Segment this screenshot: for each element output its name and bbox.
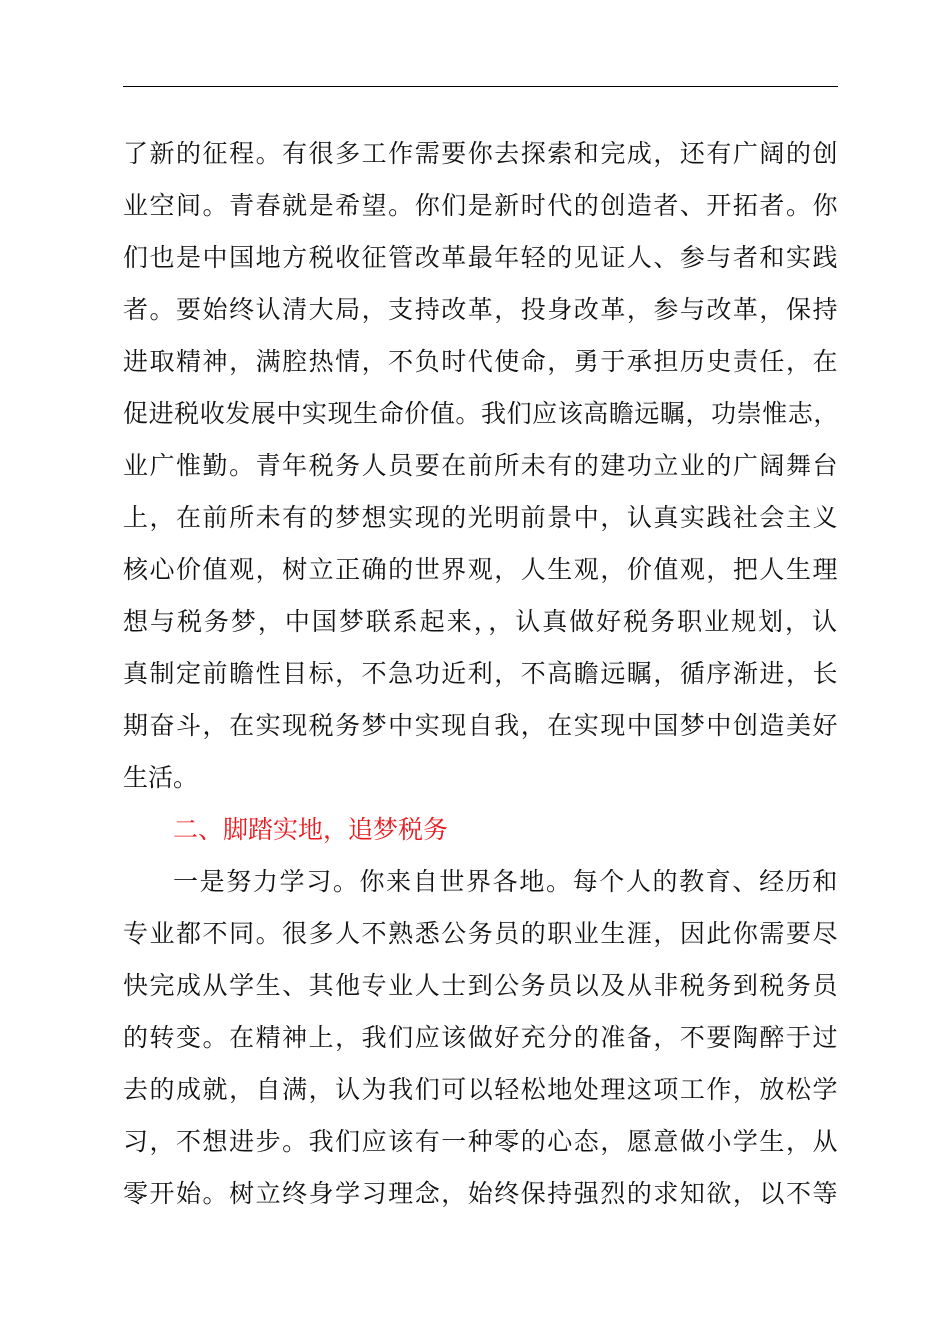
paragraph-line: 真制定前瞻性目标，不急功近利，不高瞻远瞩，循序渐进，长 bbox=[123, 659, 839, 688]
document-body bbox=[123, 128, 839, 1220]
paragraph-line: 专业都不同。很多人不熟悉公务员的职业生涯，因此你需要尽 bbox=[123, 919, 839, 948]
header-rule bbox=[123, 86, 838, 87]
paragraph-line: 习，不想进步。我们应该有一种零的心态，愿意做小学生，从 bbox=[123, 1127, 839, 1156]
paragraph-line: 一是努力学习。你来自世界各地。每个人的教育、经历和 bbox=[173, 867, 839, 896]
paragraph-line: 的转变。在精神上，我们应该做好充分的准备，不要陶醉于过 bbox=[123, 1023, 839, 1052]
paragraph-line: 了新的征程。有很多工作需要你去探索和完成，还有广阔的创 bbox=[123, 139, 839, 168]
paragraph-line: 快完成从学生、其他专业人士到公务员以及从非税务到税务员 bbox=[123, 971, 839, 1000]
paragraph-line: 生活。 bbox=[123, 763, 199, 792]
paragraph-line: 期奋斗，在实现税务梦中实现自我，在实现中国梦中创造美好 bbox=[123, 711, 839, 740]
paragraph-line: 业广惟勤。青年税务人员要在前所未有的建功立业的广阔舞台 bbox=[123, 451, 839, 480]
paragraph-line: 进取精神，满腔热情，不负时代使命，勇于承担历史责任，在 bbox=[123, 347, 839, 376]
paragraph-line: 想与税务梦，中国梦联系起来，，认真做好税务职业规划，认 bbox=[123, 607, 839, 636]
paragraph-line: 核心价值观，树立正确的世界观，人生观，价值观，把人生理 bbox=[123, 555, 839, 584]
paragraph-line: 去的成就，自满，认为我们可以轻松地处理这项工作，放松学 bbox=[123, 1075, 839, 1104]
paragraph-line: 们也是中国地方税收征管改革最年轻的见证人、参与者和实践 bbox=[123, 243, 839, 272]
paragraph-line: 促进税收发展中实现生命价值。我们应该高瞻远瞩，功崇惟志， bbox=[123, 399, 839, 428]
paragraph-line: 者。要始终认清大局，支持改革，投身改革，参与改革，保持 bbox=[123, 295, 839, 324]
paragraph-line: 业空间。青春就是希望。你们是新时代的创造者、开拓者。你 bbox=[123, 191, 839, 220]
section-heading: 二、脚踏实地，追梦税务 bbox=[173, 815, 449, 844]
paragraph-line: 上，在前所未有的梦想实现的光明前景中，认真实践社会主义 bbox=[123, 503, 839, 532]
paragraph-line: 零开始。树立终身学习理念，始终保持强烈的求知欲，以不等 bbox=[123, 1179, 839, 1208]
